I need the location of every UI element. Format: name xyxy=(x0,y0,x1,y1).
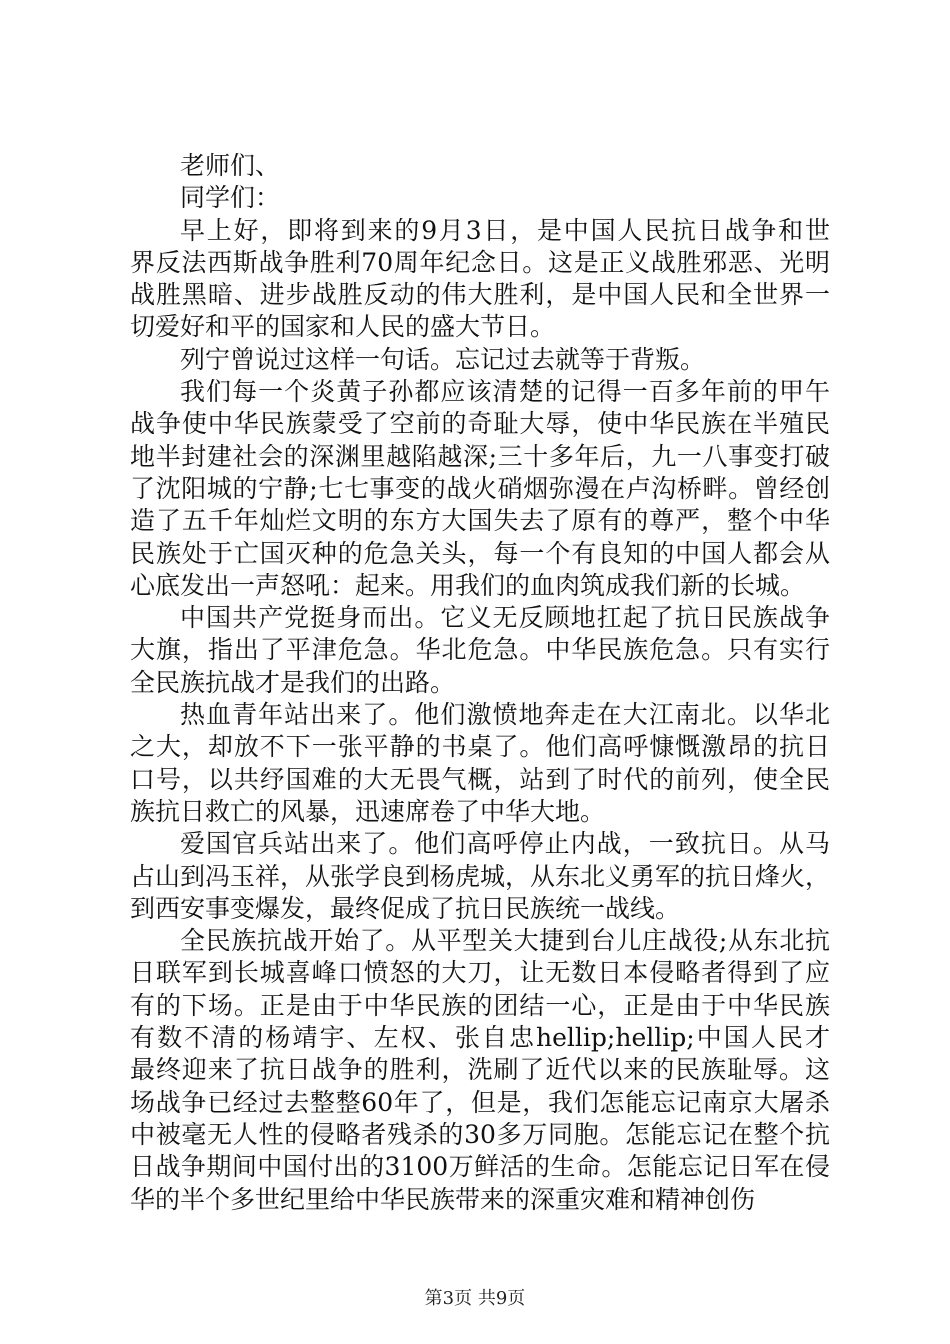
text-line: 日联军到长城喜峰口愤怒的大刀，让无数日本侵略者得到了应 xyxy=(130,958,830,988)
text-line: 列宁曾说过这样一句话。忘记过去就等于背叛。 xyxy=(180,344,706,374)
text-line: 全民族抗战才是我们的出路。 xyxy=(130,667,456,697)
text-line: 了沈阳城的宁静;七七事变的战火硝烟弥漫在卢沟桥畔。曾经创 xyxy=(130,473,830,503)
text-line: 到西安事变爆发，最终促成了抗日民族统一战线。 xyxy=(130,893,681,923)
text-line: 日战争期间中国付出的3100万鲜活的生命。怎能忘记日军在侵 xyxy=(130,1152,830,1182)
text-line: 造了五千年灿烂文明的东方大国失去了原有的尊严，整个中华 xyxy=(130,506,830,536)
text-line: 界反法西斯战争胜利70周年纪念日。这是正义战胜邪恶、光明 xyxy=(130,247,830,277)
text-line: 早上好，即将到来的9月3日，是中国人民抗日战争和世 xyxy=(180,215,830,245)
text-line: 华的半个多世纪里给中华民族带来的深重灾难和精神创伤 xyxy=(130,1184,756,1214)
text-line: 同学们： xyxy=(180,183,281,213)
text-line: 最终迎来了抗日战争的胜利，洗刷了近代以来的民族耻辱。这 xyxy=(130,1055,830,1085)
text-line: 有数不清的杨靖宇、左权、张自忠hellip;hellip;中国人民才 xyxy=(130,1023,830,1053)
text-line: 战胜黑暗、进步战胜反动的伟大胜利，是中国人民和全世界一 xyxy=(130,280,830,310)
paragraph xyxy=(130,925,830,1216)
text-line: 场战争已经过去整整60年了，但是，我们怎能忘记南京大屠杀 xyxy=(130,1087,830,1117)
text-line: 大旗，指出了平津危急。华北危急。中华民族危急。只有实行 xyxy=(130,635,830,665)
text-line: 之大，却放不下一张平静的书桌了。他们高呼慷慨激昂的抗日 xyxy=(130,732,830,762)
text-line: 口号，以共纾国难的大无畏气概，站到了时代的前列，使全民 xyxy=(130,764,830,794)
text-line: 民族处于亡国灭种的危急关头，每一个有良知的中国人都会从 xyxy=(130,538,830,568)
text-line: 心底发出一声怒吼：起来。用我们的血肉筑成我们新的长城。 xyxy=(130,570,806,600)
text-line: 热血青年站出来了。他们激愤地奔走在大江南北。以华北 xyxy=(180,700,830,730)
text-line: 全民族抗战开始了。从平型关大捷到台儿庄战役;从东北抗 xyxy=(180,926,830,956)
text-line: 战争使中华民族蒙受了空前的奇耻大辱，使中华民族在半殖民 xyxy=(130,409,830,439)
paragraph xyxy=(130,182,830,214)
document-body xyxy=(130,150,830,1216)
text-line: 中国共产党挺身而出。它义无反顾地扛起了抗日民族战争 xyxy=(180,603,830,633)
paragraph xyxy=(130,376,830,602)
paragraph xyxy=(130,150,830,182)
text-line: 族抗日救亡的风暴，迅速席卷了中华大地。 xyxy=(130,796,606,826)
text-line: 中被毫无人性的侵略者残杀的30多万同胞。怎能忘记在整个抗 xyxy=(130,1119,830,1149)
paragraph xyxy=(130,602,830,699)
text-line: 占山到冯玉祥，从张学良到杨虎城，从东北义勇军的抗日烽火， xyxy=(130,861,830,891)
page-footer: 第3页 共9页 xyxy=(424,1288,526,1309)
text-line: 我们每一个炎黄子孙都应该清楚的记得一百多年前的甲午 xyxy=(180,377,830,407)
text-line: 地半封建社会的深渊里越陷越深;三十多年后，九一八事变打破 xyxy=(130,441,830,471)
paragraph xyxy=(130,344,830,376)
text-line: 有的下场。正是由于中华民族的团结一心，正是由于中华民族 xyxy=(130,990,830,1020)
paragraph xyxy=(130,828,830,925)
text-line: 切爱好和平的国家和人民的盛大节日。 xyxy=(130,312,556,342)
paragraph xyxy=(130,699,830,828)
text-line: 老师们、 xyxy=(180,151,281,180)
text-line: 爱国官兵站出来了。他们高呼停止内战，一致抗日。从马 xyxy=(180,829,830,859)
paragraph xyxy=(130,215,830,344)
